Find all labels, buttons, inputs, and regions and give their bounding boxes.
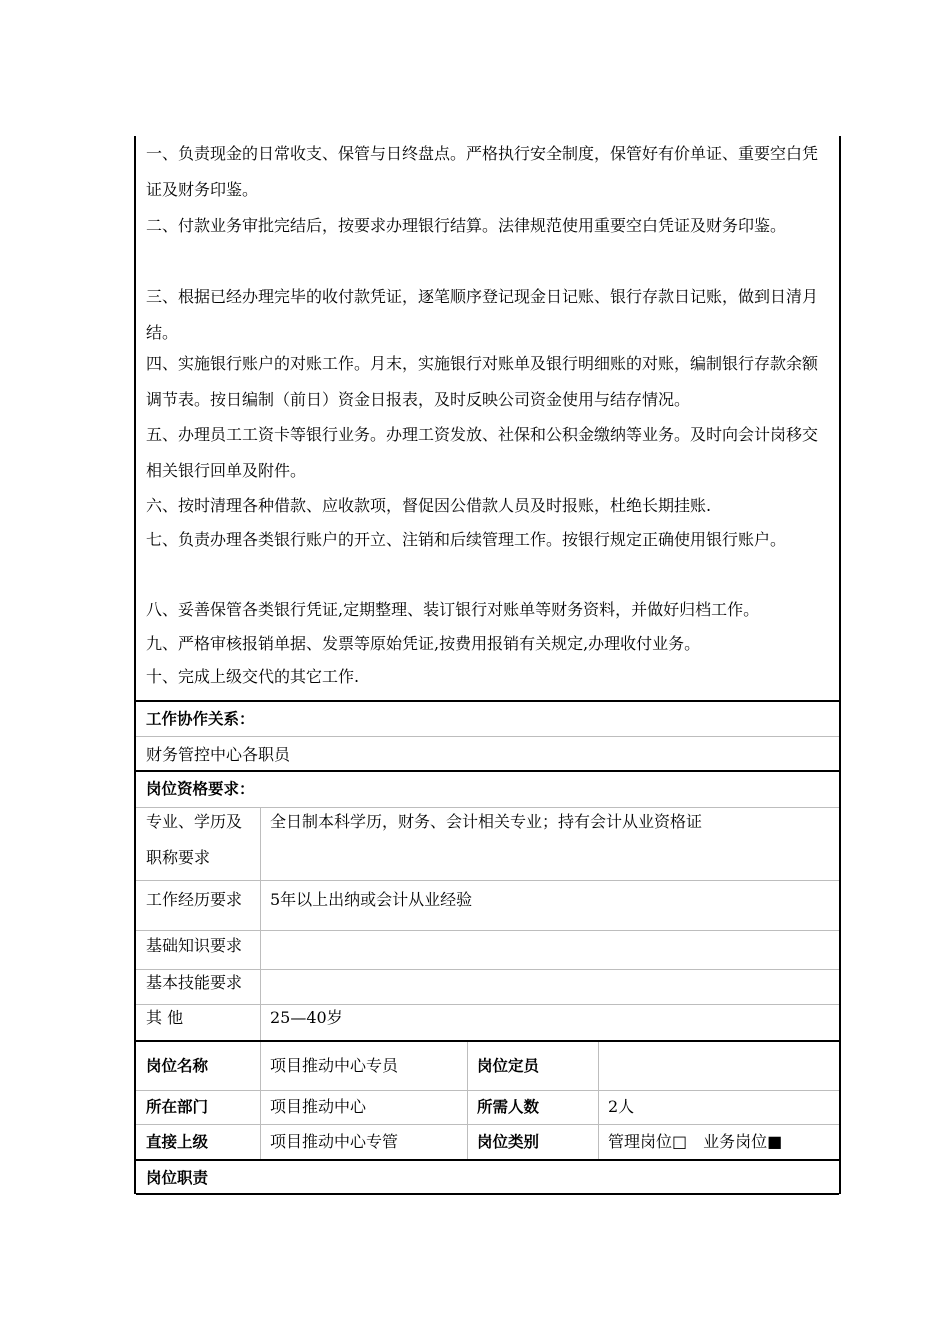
duties-list: [136, 136, 839, 702]
collaboration-value: 财务管控中心各职员: [146, 745, 291, 764]
qualification-label-other: 其 他: [146, 1008, 184, 1027]
qualification-label-experience: 工作经历要求: [146, 890, 243, 909]
superior-label: 直接上级: [146, 1133, 209, 1151]
column-divider: [260, 1042, 261, 1160]
duty-item-1: 一、负责现金的日常收支、保管与日终盘点。严格执行安全制度，保管好有价单证、重要空白凭证及财务印鉴。: [146, 144, 819, 199]
superior-value: 项目推动中心专管: [270, 1132, 399, 1151]
duty-item-10: 十、完成上级交代的其它工作.: [146, 667, 360, 686]
duty-item-6: 六、按时清理各种借款、应收款项，督促因公借款人员及时报账，杜绝长期挂账.: [146, 496, 712, 515]
duty-item-3: 三、根据已经办理完毕的收付款凭证，逐笔顺序登记现金日记账、银行存款日记账，做到日清月结。: [146, 287, 819, 342]
divider: [136, 1193, 839, 1195]
qualification-label-knowledge: 基础知识要求: [146, 936, 243, 955]
duty-item-9: 九、严格审核报销单据、发票等原始凭证,按费用报销有关规定,办理收付业务。: [146, 634, 701, 653]
divider: [136, 1004, 839, 1005]
duty-item-4: 四、实施银行账户的对账工作。月末，实施银行对账单及银行明细账的对账，编制银行存款余额调节表。按日编制（前日）资金日报表，及时反映公司资金使用与结存情况。: [146, 354, 819, 409]
column-divider: [260, 807, 261, 1041]
divider: [136, 1159, 839, 1161]
duty-item-5: 五、办理员工工资卡等银行业务。办理工资发放、社保和公积金缴纳等业务。及时向会计岗移交相关银行回单及附件。: [146, 425, 819, 480]
department-label: 所在部门: [146, 1098, 209, 1116]
column-divider: [598, 1042, 599, 1160]
collaboration-heading: 工作协作关系：: [146, 710, 255, 728]
divider: [136, 1040, 839, 1042]
duties-heading: 岗位职责: [146, 1169, 209, 1187]
department-value: 项目推动中心: [270, 1097, 367, 1116]
qualification-value-other: 25—40岁: [270, 1008, 343, 1027]
position-quota-label: 岗位定员: [477, 1057, 540, 1075]
position-name-label: 岗位名称: [146, 1057, 209, 1075]
category-label: 岗位类别: [477, 1133, 540, 1151]
qualification-heading: 岗位资格要求：: [146, 780, 255, 798]
headcount-value: 2人: [608, 1097, 635, 1116]
duty-item-7: 七、负责办理各类银行账户的开立、注销和后续管理工作。按银行规定正确使用银行账户。: [146, 530, 787, 549]
divider: [136, 880, 839, 881]
qualification-value-education: 全日制本科学历，财务、会计相关专业；持有会计从业资格证: [270, 812, 703, 831]
position-name-value: 项目推动中心专员: [270, 1056, 399, 1075]
duty-item-8: 八、妥善保管各类银行凭证,定期整理、装订银行对账单等财务资料，并做好归档工作。: [146, 600, 760, 619]
headcount-label: 所需人数: [477, 1098, 540, 1116]
column-divider: [467, 1042, 468, 1160]
duty-item-2: 二、付款业务审批完结后，按要求办理银行结算。法律规范使用重要空白凭证及财务印鉴。: [146, 216, 787, 235]
job-description-table: [134, 136, 841, 1194]
qualification-value-experience: 5年以上出纳或会计从业经验: [270, 890, 473, 909]
qualification-label-education: 专业、学历及职称要求: [146, 812, 243, 867]
qualification-label-skills: 基本技能要求: [146, 973, 243, 992]
category-value: 管理岗位□ 业务岗位■: [608, 1132, 783, 1151]
